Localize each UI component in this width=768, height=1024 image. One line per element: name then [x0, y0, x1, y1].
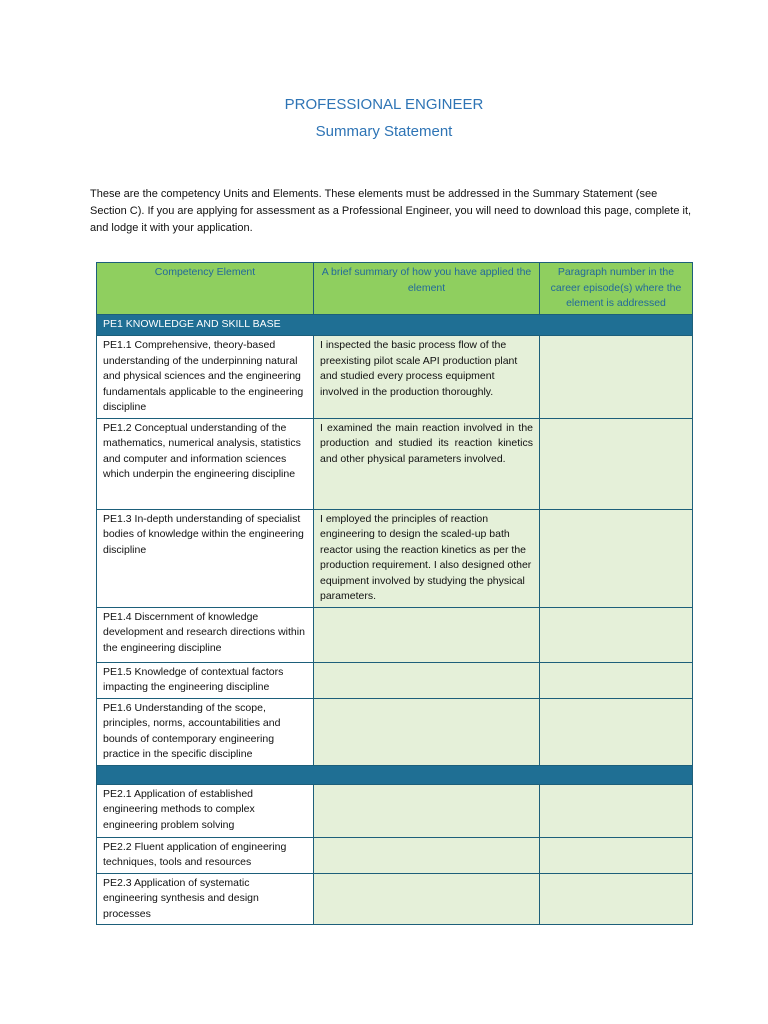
- paragraph-cell[interactable]: [540, 336, 693, 419]
- paragraph-cell[interactable]: [540, 698, 693, 765]
- header-summary: A brief summary of how you have applied the element: [314, 263, 540, 315]
- section-row-pe1: [97, 315, 693, 336]
- table-row: [97, 698, 693, 765]
- element-cell: PE1.4 Discernment of knowledge development and research directions within the engineering discipline: [97, 607, 314, 662]
- section-row-pe2: [97, 765, 693, 784]
- element-cell: PE1.1 Comprehensive, theory-based understanding of the underpinning natural and physical sciences and the engineering fundamentals applicable to the engineering discipline: [97, 336, 314, 419]
- paragraph-cell[interactable]: [540, 784, 693, 837]
- element-cell: PE2.1 Application of established engineering methods to complex engineering problem solving: [97, 784, 314, 837]
- header-paragraph-number: Paragraph number in the career episode(s) where the element is addressed: [540, 263, 693, 315]
- competency-table: [96, 262, 693, 925]
- paragraph-cell[interactable]: [540, 509, 693, 607]
- summary-cell[interactable]: [314, 662, 540, 698]
- table-row: [97, 837, 693, 873]
- element-cell: PE1.3 In-depth understanding of specialist bodies of knowledge within the engineering discipline: [97, 509, 314, 607]
- table-row: [97, 336, 693, 419]
- summary-cell[interactable]: [314, 873, 540, 925]
- section-title: [97, 765, 693, 784]
- paragraph-cell[interactable]: [540, 607, 693, 662]
- table-row: [97, 784, 693, 837]
- table-row: [97, 509, 693, 607]
- table-row: [97, 662, 693, 698]
- summary-cell[interactable]: I inspected the basic process flow of the preexisting pilot scale API production plant and studied every process equipment involved in the production thoroughly.: [314, 336, 540, 419]
- element-cell: PE1.5 Knowledge of contextual factors impacting the engineering discipline: [97, 662, 314, 698]
- summary-cell[interactable]: [314, 607, 540, 662]
- element-cell: PE1.2 Conceptual understanding of the mathematics, numerical analysis, statistics and computer and information sciences which underpin the engineering discipline: [97, 418, 314, 509]
- document-title: PROFESSIONAL ENGINEER: [284, 96, 484, 113]
- summary-cell[interactable]: [314, 837, 540, 873]
- table-row: [97, 418, 693, 509]
- element-cell: PE2.3 Application of systematic engineering synthesis and design processes: [97, 873, 314, 925]
- intro-paragraph: These are the competency Units and Elements. These elements must be addressed in the Summary Statement (see Section C). If you are applying for assessment as a Professional Engineer, you will need to download this page, complete it, and lodge it with your application.: [90, 188, 692, 234]
- summary-cell[interactable]: [314, 698, 540, 765]
- document-subtitle: Summary Statement: [315, 123, 453, 140]
- section-title: PE1 KNOWLEDGE AND SKILL BASE: [97, 315, 693, 336]
- table-row: [97, 607, 693, 662]
- table-header-row: [97, 263, 693, 315]
- header-competency-element: Competency Element: [97, 263, 314, 315]
- paragraph-cell[interactable]: [540, 418, 693, 509]
- paragraph-cell[interactable]: [540, 662, 693, 698]
- table-row: [97, 873, 693, 925]
- element-cell: PE1.6 Understanding of the scope, principles, norms, accountabilities and bounds of contemporary engineering practice in the specific discipline: [97, 698, 314, 765]
- element-cell: PE2.2 Fluent application of engineering techniques, tools and resources: [97, 837, 314, 873]
- summary-cell[interactable]: [314, 784, 540, 837]
- paragraph-cell[interactable]: [540, 873, 693, 925]
- summary-cell[interactable]: I examined the main reaction involved in the production and studied its reaction kinetics and other physical parameters involved.: [314, 418, 540, 509]
- paragraph-cell[interactable]: [540, 837, 693, 873]
- summary-cell[interactable]: I employed the principles of reaction engineering to design the scaled-up bath reactor using the reaction kinetics as per the production requirement. I also designed other equipment involved by studying the physical parameters.: [314, 509, 540, 607]
